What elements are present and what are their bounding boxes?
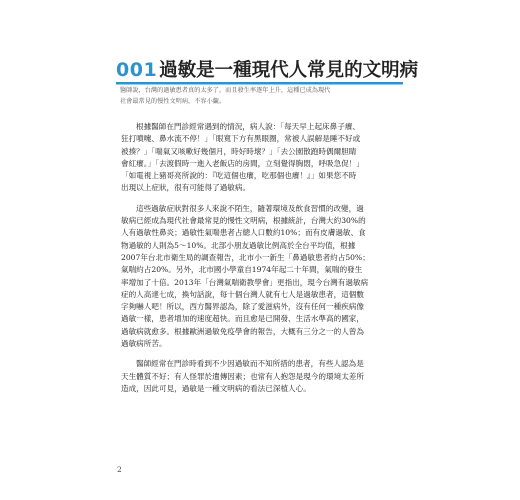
paragraph-line: 過敏病就愈多。根據歐洲過敏免疫學會的報告，大概有三分之一的人曾為	[121, 326, 364, 336]
paragraph-line: 過敏一樣，患者增加的速度超快。而且愈是已開發、生活水準高的國家，	[121, 314, 364, 324]
subtitle-line: 社會最常見的慢性文明病，不容小覷。	[120, 97, 226, 105]
paragraph-line: 人有過敏性鼻炎；過敏性氣喘患者占總人口數約10%；而有皮膚過敏、食	[121, 228, 366, 238]
paragraph-line: 會紅癢。」「去渡假時一進入老飯店的房間，立刻覺得胸悶，呼吸急促！」	[121, 158, 364, 168]
paragraph-line: 根據醫師在門診經常遇到的情況，病人說：「每天早上起床鼻子癢、	[136, 122, 361, 131]
paragraph-line: 氣喘約占20%。另外，北市國小學童自1974年起二十年間，氣喘的發生	[121, 265, 363, 275]
paragraph-line: 天生體質不好；有人怪罪於遺傳因素；也常有人抱怨是現今的環境太差所	[121, 371, 364, 381]
paragraph	[121, 121, 411, 195]
page-number: 2	[117, 465, 122, 474]
paragraph-line: 敏病已經成為現代社會最常見的慢性文明病，根據統計，台灣大約30%的	[121, 216, 366, 226]
paragraph-line: 「如電視上豬哥亮所說的：『吃這個也癢，吃那個也癢！』」如果您不時	[121, 171, 357, 181]
chapter-title-row	[116, 56, 418, 82]
chapter-subtitle	[120, 86, 408, 107]
paragraph-line: 狂打噴嚏、鼻水流不停！」「眼寬下方有黑眼圈，常被人誤解是睡不好或	[121, 134, 361, 144]
title-rule-thin	[116, 84, 403, 85]
paragraph-line: 這些過敏症狀對很多人來說不陌生，隨著環境及飲食習慣的改變，過	[136, 203, 364, 213]
paragraph-line: 物過敏的人則為5～10%。北部小朋友過敏比例高於全台平均值，根據	[121, 240, 356, 250]
paragraph-line: 字夠嚇人吧！所以，西方醫界認為，除了愛滋病外，沒有任何一種疾病像	[121, 302, 364, 312]
body-text	[121, 121, 411, 403]
chapter-title: 過敏是一種現代人常見的文明病	[159, 60, 419, 81]
paragraph-line: 被揍？」「喘氣又咳嗽好幾個月，時好時壞？」「去公園散跑時偶爾胆睛	[121, 146, 357, 156]
chapter-number: 001	[116, 59, 158, 81]
paragraph-line: 2007年台北市衛生局的調查報告，北市小一新生「鼻過敏患者約占50%；	[121, 252, 370, 262]
paragraph-line: 造成，因此可見，過敏是一種文明病的看法已深植人心。	[121, 383, 311, 393]
subtitle-line: 醫師說，台灣的過敏患者真的太多了，而且發生率逐年上升，這種已成為現代	[120, 87, 331, 94]
paragraph-line: 率增加了十倍。2013年「台灣氣喘衛教學會」更指出，現今台灣有過敏病	[121, 277, 369, 287]
paragraph-line: 醫師經常在門診時看到不少因過敏而不知所措的患者，有些人認為是	[136, 359, 364, 369]
paragraph-line: 症的人高達七成，換句話說，每十個台灣人就有七人是過敏患者，這個數	[121, 289, 364, 299]
paragraph-line: 出現以上症狀，很有可能得了過敏病。	[121, 183, 251, 193]
paragraph	[121, 203, 411, 351]
paragraph-line: 過敏病所苦。	[121, 339, 167, 349]
paragraph	[121, 358, 411, 395]
